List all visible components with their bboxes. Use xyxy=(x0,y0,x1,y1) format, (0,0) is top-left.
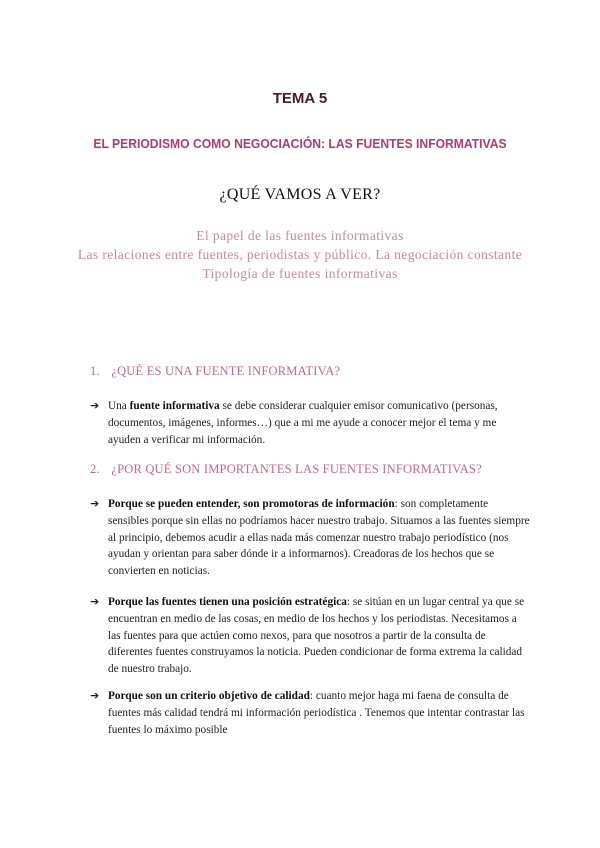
arrow-right-icon: ➔ xyxy=(90,497,100,510)
arrow-right-icon: ➔ xyxy=(90,689,100,702)
list-item: ➔ Porque son un criterio objetivo de calidad: cuanto mejor haga mi faena de consulta de fuentes más calidad tendrá mi información periodística . Tenemos que intentar contrastar las fuentes lo máximo posible xyxy=(90,689,525,736)
section-heading-1 xyxy=(90,364,340,379)
agenda-item: El papel de las fuentes informativas xyxy=(196,228,404,243)
list-item: ➔ Porque las fuentes tienen una posición estratégica: se sitúan en un lugar central ya que se encuentran en medio de las cosas, en medio de los hechos y los periodistas. Necesitamos a las fuentes para que actúen como nexos, para que nosotros a partir de la consulta de diferentes fuentes construyamos la noticia. Pueden condicionar de forma extrema la calidad de nuestro trabajo. xyxy=(90,595,525,676)
section-number: 1. xyxy=(90,364,100,378)
arrow-right-icon: ➔ xyxy=(90,595,100,608)
list-item: ➔ Una fuente informativa se debe considerar cualquier emisor comunicativo (personas, documentos, imágenes, informes…) que a mi me ayude a conocer mejor el tema y me ayuden a verificar mi información. xyxy=(90,399,498,446)
arrow-right-icon: ➔ xyxy=(90,399,100,412)
key-term: Porque se pueden entender, son promotoras de información xyxy=(108,498,395,510)
section-heading-2 xyxy=(90,462,482,477)
chapter-number: TEMA 5 xyxy=(272,90,328,107)
section-title: ¿QUÉ ES UNA FUENTE INFORMATIVA? xyxy=(111,364,341,378)
agenda-list xyxy=(60,226,540,283)
list-item: ➔ Porque se pueden entender, son promotoras de información: son completamente sensibles porque sin ellas no podríamos hacer nuestro trabajo. Situamos a las fuentes siempre al principio, debemos acudir a ellas nada más comenzar nuestro trabajo periodístico (nos ayudan y orientan para saber dónde ir a informarnos). Creadoras de los hechos que se convierten en noticias. xyxy=(90,497,530,578)
key-term: Porque son un criterio objetivo de calidad xyxy=(108,690,310,702)
chapter-title: EL PERIODISMO COMO NEGOCIACIÓN: LAS FUENTES INFORMATIVAS xyxy=(93,136,507,151)
section-title: ¿POR QUÉ SON IMPORTANTES LAS FUENTES INFORMATIVAS? xyxy=(111,462,482,476)
overview-heading: ¿QUÉ VAMOS A VER? xyxy=(219,186,381,203)
agenda-item: Tipología de fuentes informativas xyxy=(202,266,398,281)
key-term: Porque las fuentes tienen una posición estratégica xyxy=(108,596,347,608)
agenda-item: Las relaciones entre fuentes, periodistas y público. La negociación constante xyxy=(77,247,523,262)
section-number: 2. xyxy=(90,462,100,476)
key-term: fuente informativa xyxy=(129,400,220,412)
